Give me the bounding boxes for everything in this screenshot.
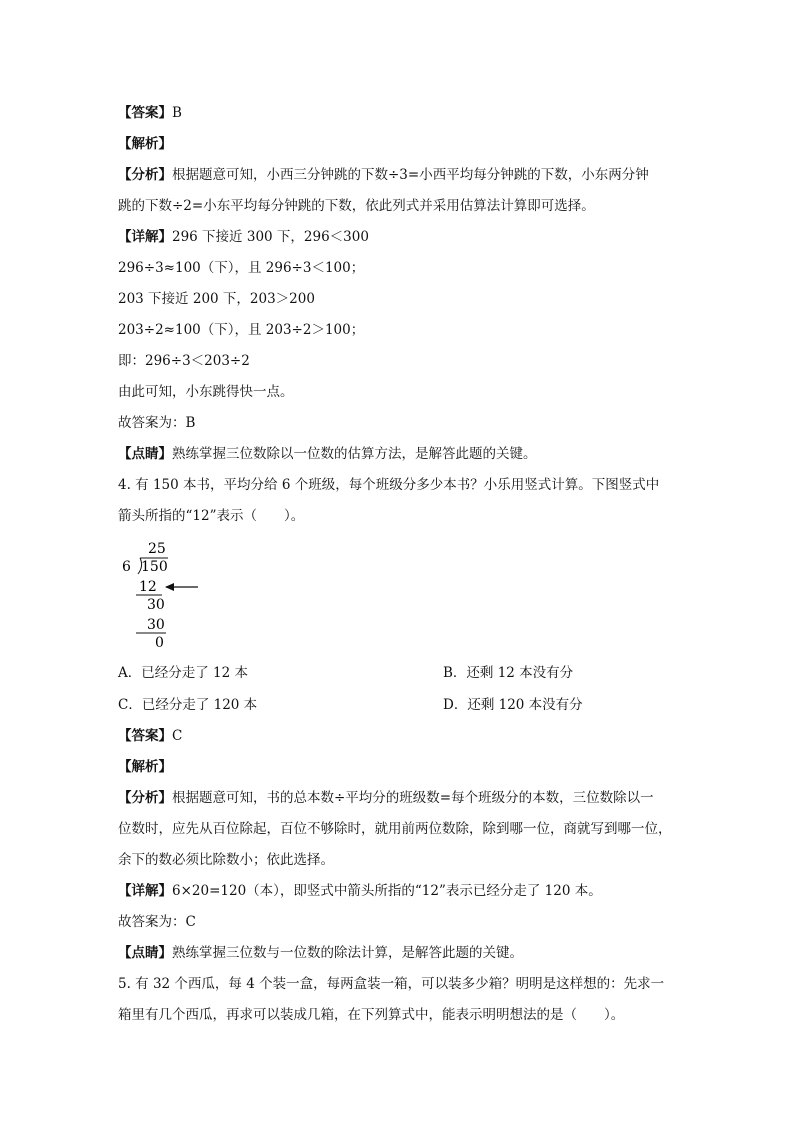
q3-detail-line-3: 203 下接近 200 下，203＞200 bbox=[118, 291, 315, 307]
option-b[interactable]: B．还剩 12 本没有分 bbox=[443, 665, 574, 681]
q3-fenxi-line-1 bbox=[118, 165, 649, 185]
q3-detail-line-1 bbox=[118, 227, 369, 247]
q3-final-answer: 故答案为：B bbox=[118, 415, 196, 431]
detail-text: 6×20=120（本），即竖式中箭头所指的“12”表示已经分走了 120 本。 bbox=[172, 883, 602, 899]
division-step-1: 12 bbox=[139, 579, 157, 595]
q4-fenxi-line-1 bbox=[118, 788, 654, 808]
q4-analysis-heading bbox=[118, 757, 172, 777]
arrow-head-icon bbox=[165, 583, 174, 591]
detail-text: 296 下接近 300 下，296＜300 bbox=[172, 229, 369, 245]
q5-stem-line-1: 5. 有 32 个西瓜，每 4 个装一盒，每两盒装一箱，可以装多少箱？明明是这样想的：先求一 bbox=[118, 976, 665, 992]
fenxi-text: 根据题意可知，小西三分钟跳的下数÷3=小西平均每分钟跳的下数，小东两分钟 bbox=[172, 167, 649, 183]
q4-dianjing-line bbox=[118, 943, 523, 963]
option-c[interactable]: C．已经分走了 120 本 bbox=[118, 697, 258, 713]
q3-answer-line bbox=[118, 103, 182, 123]
division-step-2: 30 bbox=[147, 617, 165, 633]
long-division-figure bbox=[118, 536, 238, 656]
q4-answer-line bbox=[118, 726, 182, 746]
fenxi-tag: 【分析】 bbox=[118, 167, 172, 183]
division-remainder-1: 30 bbox=[147, 597, 165, 613]
q4-stem-line-2: 箭头所指的“12”表示（ ）。 bbox=[118, 508, 305, 524]
q4-fenxi-line-2: 位数时，应先从百位除起，百位不够除时，就用前两位数除，除到哪一位，商就写到哪一位， bbox=[118, 821, 672, 837]
division-divisor: 6 bbox=[122, 559, 131, 575]
q3-detail-line-4: 203÷2≈100（下），且 203÷2＞100； bbox=[118, 322, 365, 338]
q3-detail-line-6: 由此可知，小东跳得快一点。 bbox=[118, 384, 294, 400]
q5-stem-line-2: 箱里有几个西瓜，再求可以装成几箱，在下列算式中，能表示明明想法的是（ ）。 bbox=[118, 1007, 625, 1023]
q4-fenxi-line-3: 余下的数必须比除数小；依此选择。 bbox=[118, 852, 334, 868]
dianjing-tag: 【点睛】 bbox=[118, 945, 172, 961]
division-quotient: 25 bbox=[148, 541, 166, 557]
fenxi-tag: 【分析】 bbox=[118, 790, 172, 806]
detail-tag: 【详解】 bbox=[118, 883, 172, 899]
q3-analysis-heading bbox=[118, 134, 172, 154]
q3-detail-line-2: 296÷3≈100（下），且 296÷3＜100； bbox=[118, 260, 365, 276]
answer-value: C bbox=[172, 728, 183, 744]
detail-tag: 【详解】 bbox=[118, 229, 172, 245]
q4-final-answer: 故答案为：C bbox=[118, 914, 196, 930]
q3-dianjing-line bbox=[118, 444, 537, 464]
dianjing-text: 熟练掌握三位数除以一位数的估算方法，是解答此题的关键。 bbox=[172, 446, 537, 462]
q4-stem-line-1: 4. 有 150 本书，平均分给 6 个班级，每个班级分多少本书？小乐用竖式计算。下图竖式中 bbox=[118, 477, 660, 493]
division-remainder-2: 0 bbox=[155, 635, 164, 651]
dianjing-tag: 【点睛】 bbox=[118, 446, 172, 462]
option-a[interactable]: A．已经分走了 12 本 bbox=[118, 665, 249, 681]
q4-detail-line bbox=[118, 881, 602, 901]
division-dividend: 150 bbox=[141, 559, 168, 575]
analysis-tag: 【解析】 bbox=[118, 759, 172, 775]
q3-fenxi-line-2: 跳的下数÷2=小东平均每分钟跳的下数，依此列式并采用估算法计算即可选择。 bbox=[118, 198, 595, 214]
fenxi-text: 根据题意可知，书的总本数÷平均分的班级数=每个班级分的本数，三位数除以一 bbox=[172, 790, 654, 806]
answer-tag: 【答案】 bbox=[118, 105, 172, 121]
dianjing-text: 熟练掌握三位数与一位数的除法计算，是解答此题的关键。 bbox=[172, 945, 523, 961]
answer-value: B bbox=[172, 105, 182, 121]
answer-tag: 【答案】 bbox=[118, 728, 172, 744]
q3-detail-line-5: 即：296÷3＜203÷2 bbox=[118, 353, 250, 369]
analysis-tag: 【解析】 bbox=[118, 136, 172, 152]
option-d[interactable]: D．还剩 120 本没有分 bbox=[443, 697, 583, 713]
